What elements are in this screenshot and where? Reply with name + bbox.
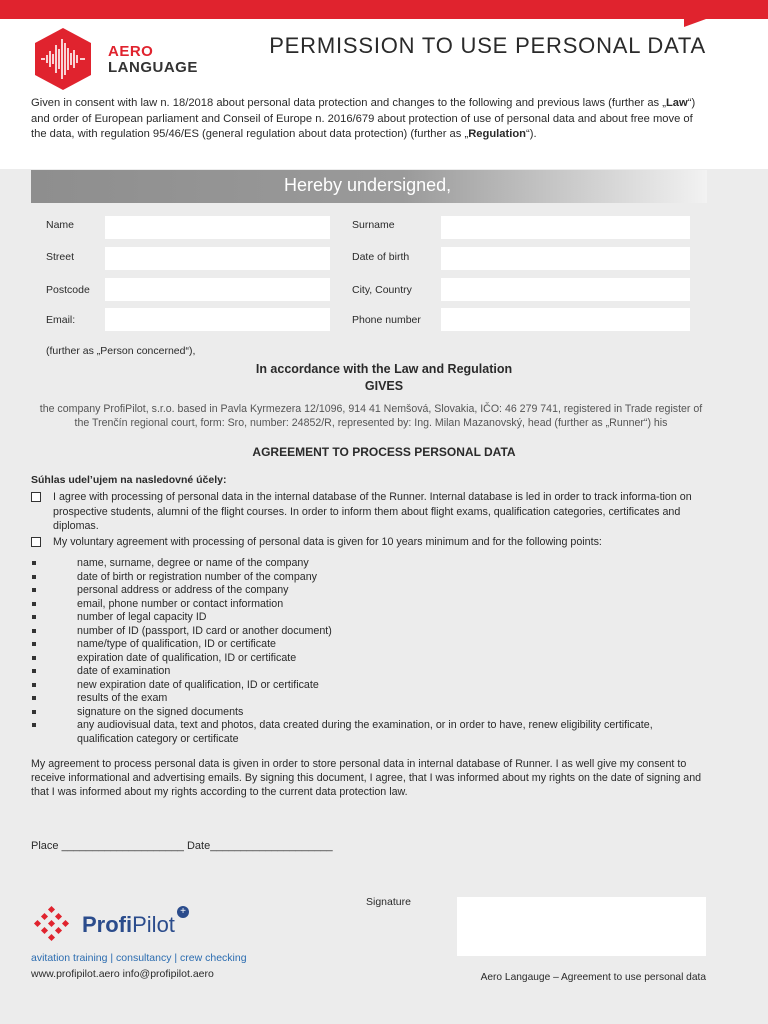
- profipilot-logo-icon: [31, 905, 73, 950]
- person-concerned-note: (further as „Person concerned“),: [46, 345, 196, 357]
- bullet-icon: [32, 629, 36, 633]
- bullet-icon: [32, 696, 36, 700]
- surname-field[interactable]: [441, 216, 690, 239]
- bullet-icon: [32, 561, 36, 565]
- street-label: Street: [46, 251, 75, 263]
- bullet-icon: [32, 588, 36, 592]
- voluntary-agreement-checkbox[interactable]: [31, 537, 41, 547]
- purposes-subheading: Súhlas udel’ujem na nasledovné účely:: [31, 474, 227, 486]
- name-label: Name: [46, 219, 75, 231]
- intro-law: Law: [665, 97, 688, 109]
- street-field[interactable]: [105, 247, 330, 270]
- footer-document-note: Aero Langauge – Agreement to use personal data: [480, 972, 706, 983]
- brand-name: [108, 44, 198, 76]
- document-title: PERMISSION TO USE PERSONAL DATA: [269, 33, 706, 58]
- profipilot-brand-b: Pilot: [132, 912, 175, 937]
- top-red-tab: [684, 19, 706, 27]
- bullet-icon: [32, 710, 36, 714]
- postcode-field[interactable]: [105, 278, 330, 301]
- intro-regulation: Regulation: [468, 128, 527, 140]
- bullet-icon: [32, 656, 36, 660]
- bullet-icon: [32, 669, 36, 673]
- voluntary-agreement-text: My voluntary agreement with processing of personal data is given for 10 years minimum and for the following points:: [53, 536, 602, 548]
- bullet-icon: [32, 723, 36, 727]
- brand-line1: AERO: [108, 43, 154, 60]
- intro-part1: Given in consent with law n. 18/2018 about personal data protection and changes to the following and previous laws (further as „: [31, 97, 666, 109]
- phone-label: Phone number: [352, 314, 421, 326]
- internal-database-text: I agree with processing of personal data in the internal database of the Runner. Internal database is led in order to track informa-tion on prospective students, alumni of the flight courses. In order to inform them about flight exams, qualification categories, certificates and diplomas.: [53, 491, 692, 532]
- bullet-icon: [32, 642, 36, 646]
- email-field[interactable]: [105, 308, 330, 331]
- contact-links[interactable]: www.profipilot.aero info@profipilot.aero: [31, 968, 214, 980]
- city-label: City, Country: [352, 284, 412, 296]
- company-details: the company ProfiPilot, s.r.o. based in Pavla Kyrmezera 12/1096, 914 41 Nemšová, Slovakia, IČO: 46 279 741, registered in Trade register of the Trenčín regional court, form: Sro, number: 24852/R, represented by: Ing. Milan Mazanovský, head (further as „Runner“) his: [39, 403, 703, 429]
- bullet-icon: [32, 575, 36, 579]
- bullet-icon: [32, 683, 36, 687]
- intro-paragraph: [31, 96, 707, 143]
- gives-line: GIVES: [364, 379, 404, 393]
- profipilot-brand-a: Profi: [82, 912, 133, 937]
- bullet-icon: [32, 615, 36, 619]
- surname-label: Surname: [352, 219, 395, 231]
- bullet-icon: [32, 602, 36, 606]
- top-red-bar: [0, 0, 768, 19]
- dob-label: Date of birth: [352, 251, 410, 263]
- form-heading: Hereby undersigned,: [284, 175, 452, 195]
- services-line: avitation training | consultancy | crew checking: [31, 952, 247, 964]
- email-label: Email:: [46, 314, 76, 326]
- profipilot-wordmark: [82, 912, 175, 938]
- place-date-line[interactable]: Place ____________________ Date____________________: [31, 840, 333, 852]
- form-heading-bar: [31, 170, 707, 203]
- intro-part2: “) and order of European parliament and Conseil of Europe n. 2016/679 about protection of use of personal data and about free move of the data, with regulation 95/46/ES (general regulation about data protection) (further as „: [31, 97, 696, 140]
- city-field[interactable]: [441, 278, 690, 301]
- signature-field[interactable]: [457, 897, 706, 956]
- closing-paragraph: My agreement to process personal data is given in order to store personal data in internal database of Runner. I as well give my consent to receive informational and advertising emails. By signing this document, I agree, that I was informed about my rights on the date of signing and that I was informed about my rights according to the current data protection law.: [31, 758, 702, 798]
- name-field[interactable]: [105, 216, 330, 239]
- intro-part3: “).: [526, 128, 537, 140]
- internal-database-checkbox[interactable]: [31, 492, 41, 502]
- accordance-line: In accordance with the Law and Regulation: [255, 362, 513, 376]
- agreement-title: AGREEMENT TO PROCESS PERSONAL DATA: [252, 445, 516, 459]
- dob-field[interactable]: [441, 247, 690, 270]
- signature-label: Signature: [366, 896, 411, 908]
- postcode-label: Postcode: [46, 284, 90, 296]
- brand-line2: LANGUAGE: [108, 59, 198, 76]
- plus-icon: +: [177, 906, 189, 918]
- aero-language-logo: [31, 27, 95, 96]
- phone-field[interactable]: [441, 308, 690, 331]
